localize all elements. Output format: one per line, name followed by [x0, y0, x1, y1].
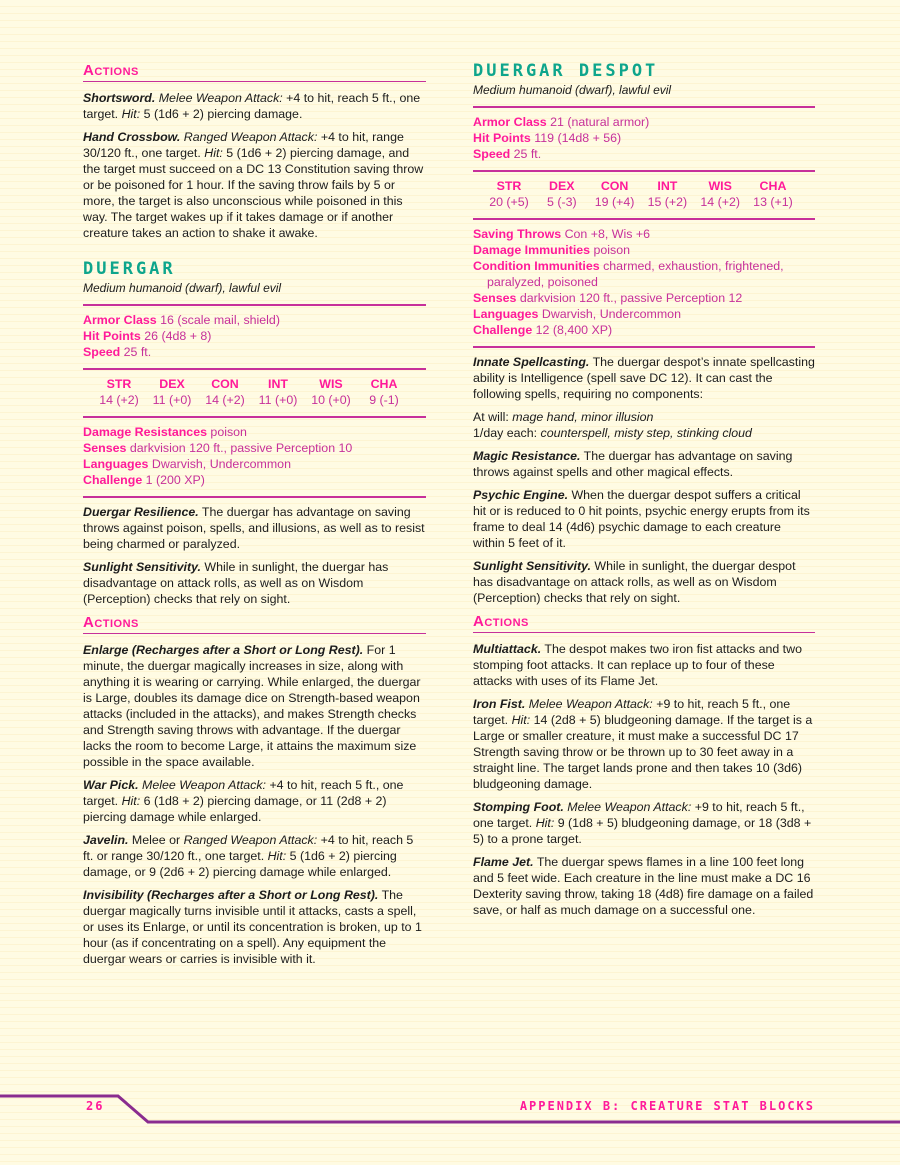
multiattack-action: Multiattack. The despot makes two iron fist attacks and two stomping foot attacks. It can replace up to four of these attacks with uses of its Flame Jet.	[473, 642, 802, 688]
despot-condition-immunities: Condition Immunities charmed, exhaustion, frightened,	[473, 259, 784, 273]
duergar-challenge: Challenge 1 (200 XP)	[83, 473, 205, 487]
duergar-sunlight-trait: Sunlight Sensitivity. While in sunlight, the duergar has disadvantage on attack rolls, as well as on Wisdom (Perception) checks that rely on sight.	[83, 560, 389, 606]
duergar-actions-heading: Actions	[83, 614, 426, 634]
despot-sunlight-trait: Sunlight Sensitivity. While in sunlight, the duergar despot has disadvantage on attack rolls, as well as on Wisdom (Perception) checks that rely on sight.	[473, 559, 796, 605]
ability-dex: DEX 11 (+0)	[152, 377, 192, 407]
despot-speed: Speed 25 ft.	[473, 147, 542, 161]
ability-cha: CHA 13 (+1)	[753, 179, 793, 209]
divider	[473, 218, 815, 220]
ability-dex: DEX 5 (-3)	[546, 179, 577, 209]
duergar-ability-scores	[83, 376, 426, 408]
despot-languages: Languages Dwarvish, Undercommon	[473, 307, 681, 321]
invisibility-action: Invisibility (Recharges after a Short or Long Rest). The duergar magically turns invisible until it attacks, casts a spell, or uses its Enlarge, or until its concentration is broken, up to 1 hour (as if concentrating on a spell). Any equipment the duergar wears or carries is invisible with it.	[83, 888, 422, 966]
ability-int: INT 15 (+2)	[647, 179, 688, 209]
ability-con: CON 19 (+4)	[594, 179, 635, 209]
despot-condition-immunities-cont: paralyzed, poisoned	[487, 275, 598, 289]
duergar-languages: Languages Dwarvish, Undercommon	[83, 457, 291, 471]
divider	[473, 106, 815, 108]
ability-con: CON 14 (+2)	[205, 377, 245, 407]
duergar-senses: Senses darkvision 120 ft., passive Perception 10	[83, 441, 353, 455]
war-pick-action: War Pick. Melee Weapon Attack: +4 to hit, reach 5 ft., one target. Hit: 6 (1d8 + 2) piercing damage, or 11 (2d8 + 2) piercing damage while enlarged.	[83, 778, 404, 824]
despot-hit-points: Hit Points 119 (14d8 + 56)	[473, 131, 622, 145]
divider	[83, 496, 426, 498]
divider	[83, 368, 426, 370]
psychic-engine-trait: Psychic Engine. When the duergar despot suffers a critical hit or is reduced to 0 hit points, psychic energy erupts from its frame to deal 14 (4d6) psychic damage to each creature within 5 feet of it.	[473, 488, 810, 550]
stomping-foot-action: Stomping Foot. Melee Weapon Attack: +9 to hit, reach 5 ft., one target. Hit: 9 (1d8 + 5) bludgeoning damage, or 18 (3d8 + 5) to a prone target.	[473, 800, 812, 846]
despot-senses: Senses darkvision 120 ft., passive Perception 12	[473, 291, 743, 305]
duergar-speed: Speed 25 ft.	[83, 345, 152, 359]
duergar-hit-points: Hit Points 26 (4d8 + 8)	[83, 329, 212, 343]
despot-ability-scores	[473, 178, 815, 210]
divider	[473, 346, 815, 348]
divider	[83, 416, 426, 418]
shortsword-action: Shortsword. Melee Weapon Attack: +4 to hit, reach 5 ft., one target. Hit: 5 (1d6 + 2) piercing damage.	[83, 91, 421, 121]
hand-crossbow-action: Hand Crossbow. Ranged Weapon Attack: +4 to hit, range 30/120 ft., one target. Hit: 5 (1d6 + 2) piercing damage, and the target must succeed on a DC 13 Constitution saving throw or be poisoned for 1 hour. If the saving throw fails by 5 or more, the target is also unconscious while poisoned in this way. The target wakes up if it takes damage or if another creature takes an action to shake it awake.	[83, 130, 424, 240]
ability-str: STR 14 (+2)	[99, 377, 139, 407]
running-footer-title: APPENDIX B: CREATURE STAT BLOCKS	[519, 1099, 815, 1113]
ability-cha: CHA 9 (-1)	[369, 377, 399, 407]
spells-at-will: At will: mage hand, minor illusion	[473, 410, 654, 424]
despot-armor-class: Armor Class 21 (natural armor)	[473, 115, 650, 129]
flame-jet-action: Flame Jet. The duergar spews flames in a line 100 feet long and 5 feet wide. Each creature in the line must make a DC 16 Dexterity saving throw, taking 18 (4d8) fire damage on a failed save, or half as much damage on a successful one.	[473, 855, 814, 917]
enlarge-action: Enlarge (Recharges after a Short or Long Rest). For 1 minute, the duergar magically increases in size, along with anything it is wearing or carrying. While enlarged, the duergar is Large, doubles its damage dice on Strength-based weapon attacks (included in the attacks), and makes Strength checks and Strength saving throws with advantage. If the duergar lacks the room to become Large, it attains the maximum size possible in the space available.	[83, 643, 421, 769]
javelin-action: Javelin. Melee or Ranged Weapon Attack: +4 to hit, reach 5 ft. or range 30/120 ft., one target. Hit: 5 (1d6 + 2) piercing damage, or 9 (2d6 + 2) piercing damage while enlarged.	[83, 833, 414, 879]
divider	[83, 304, 426, 306]
despot-name: DUERGAR DESPOT	[473, 61, 659, 81]
left-column	[83, 62, 426, 974]
spells-per-day: 1/day each: counterspell, misty step, stinking cloud	[473, 426, 752, 440]
duergar-name: DUERGAR	[83, 259, 176, 279]
despot-challenge: Challenge 12 (8,400 XP)	[473, 323, 613, 337]
duergar-armor-class: Armor Class 16 (scale mail, shield)	[83, 313, 280, 327]
actions-heading: Actions	[83, 62, 426, 82]
despot-actions-heading: Actions	[473, 613, 815, 633]
magic-resistance-trait: Magic Resistance. The duergar has advantage on saving throws against spells and other magical effects.	[473, 449, 793, 479]
ability-wis: WIS 10 (+0)	[311, 377, 351, 407]
right-column	[473, 62, 815, 925]
despot-type: Medium humanoid (dwarf), lawful evil	[473, 83, 672, 97]
despot-damage-immunities: Damage Immunities poison	[473, 243, 631, 257]
duergar-type: Medium humanoid (dwarf), lawful evil	[83, 281, 282, 295]
ability-wis: WIS 14 (+2)	[700, 179, 740, 209]
duergar-damage-resistances: Damage Resistances poison	[83, 425, 247, 439]
despot-saving-throws: Saving Throws Con +8, Wis +6	[473, 227, 650, 241]
page-number: 26	[86, 1099, 105, 1113]
ability-int: INT 11 (+0)	[258, 377, 298, 407]
innate-spellcasting-trait: Innate Spellcasting. The duergar despot’s innate spellcasting ability is Intelligence (spell save DC 12). It can cast the following spells, requiring no components:	[473, 355, 815, 401]
divider	[473, 170, 815, 172]
ability-str: STR 20 (+5)	[489, 179, 529, 209]
iron-fist-action: Iron Fist. Melee Weapon Attack: +9 to hit, reach 5 ft., one target. Hit: 14 (2d8 + 5) bludgeoning damage. If the target is a Large or smaller creature, it must make a successful DC 17 Strength saving throw or be thrown up to 30 feet away in a straight line. The target lands prone and then takes 10 (3d6) bludgeoning damage.	[473, 697, 813, 791]
duergar-resilience-trait: Duergar Resilience. The duergar has advantage on saving throws against poison, spells, and illusions, as well as to resist being charmed or paralyzed.	[83, 505, 425, 551]
